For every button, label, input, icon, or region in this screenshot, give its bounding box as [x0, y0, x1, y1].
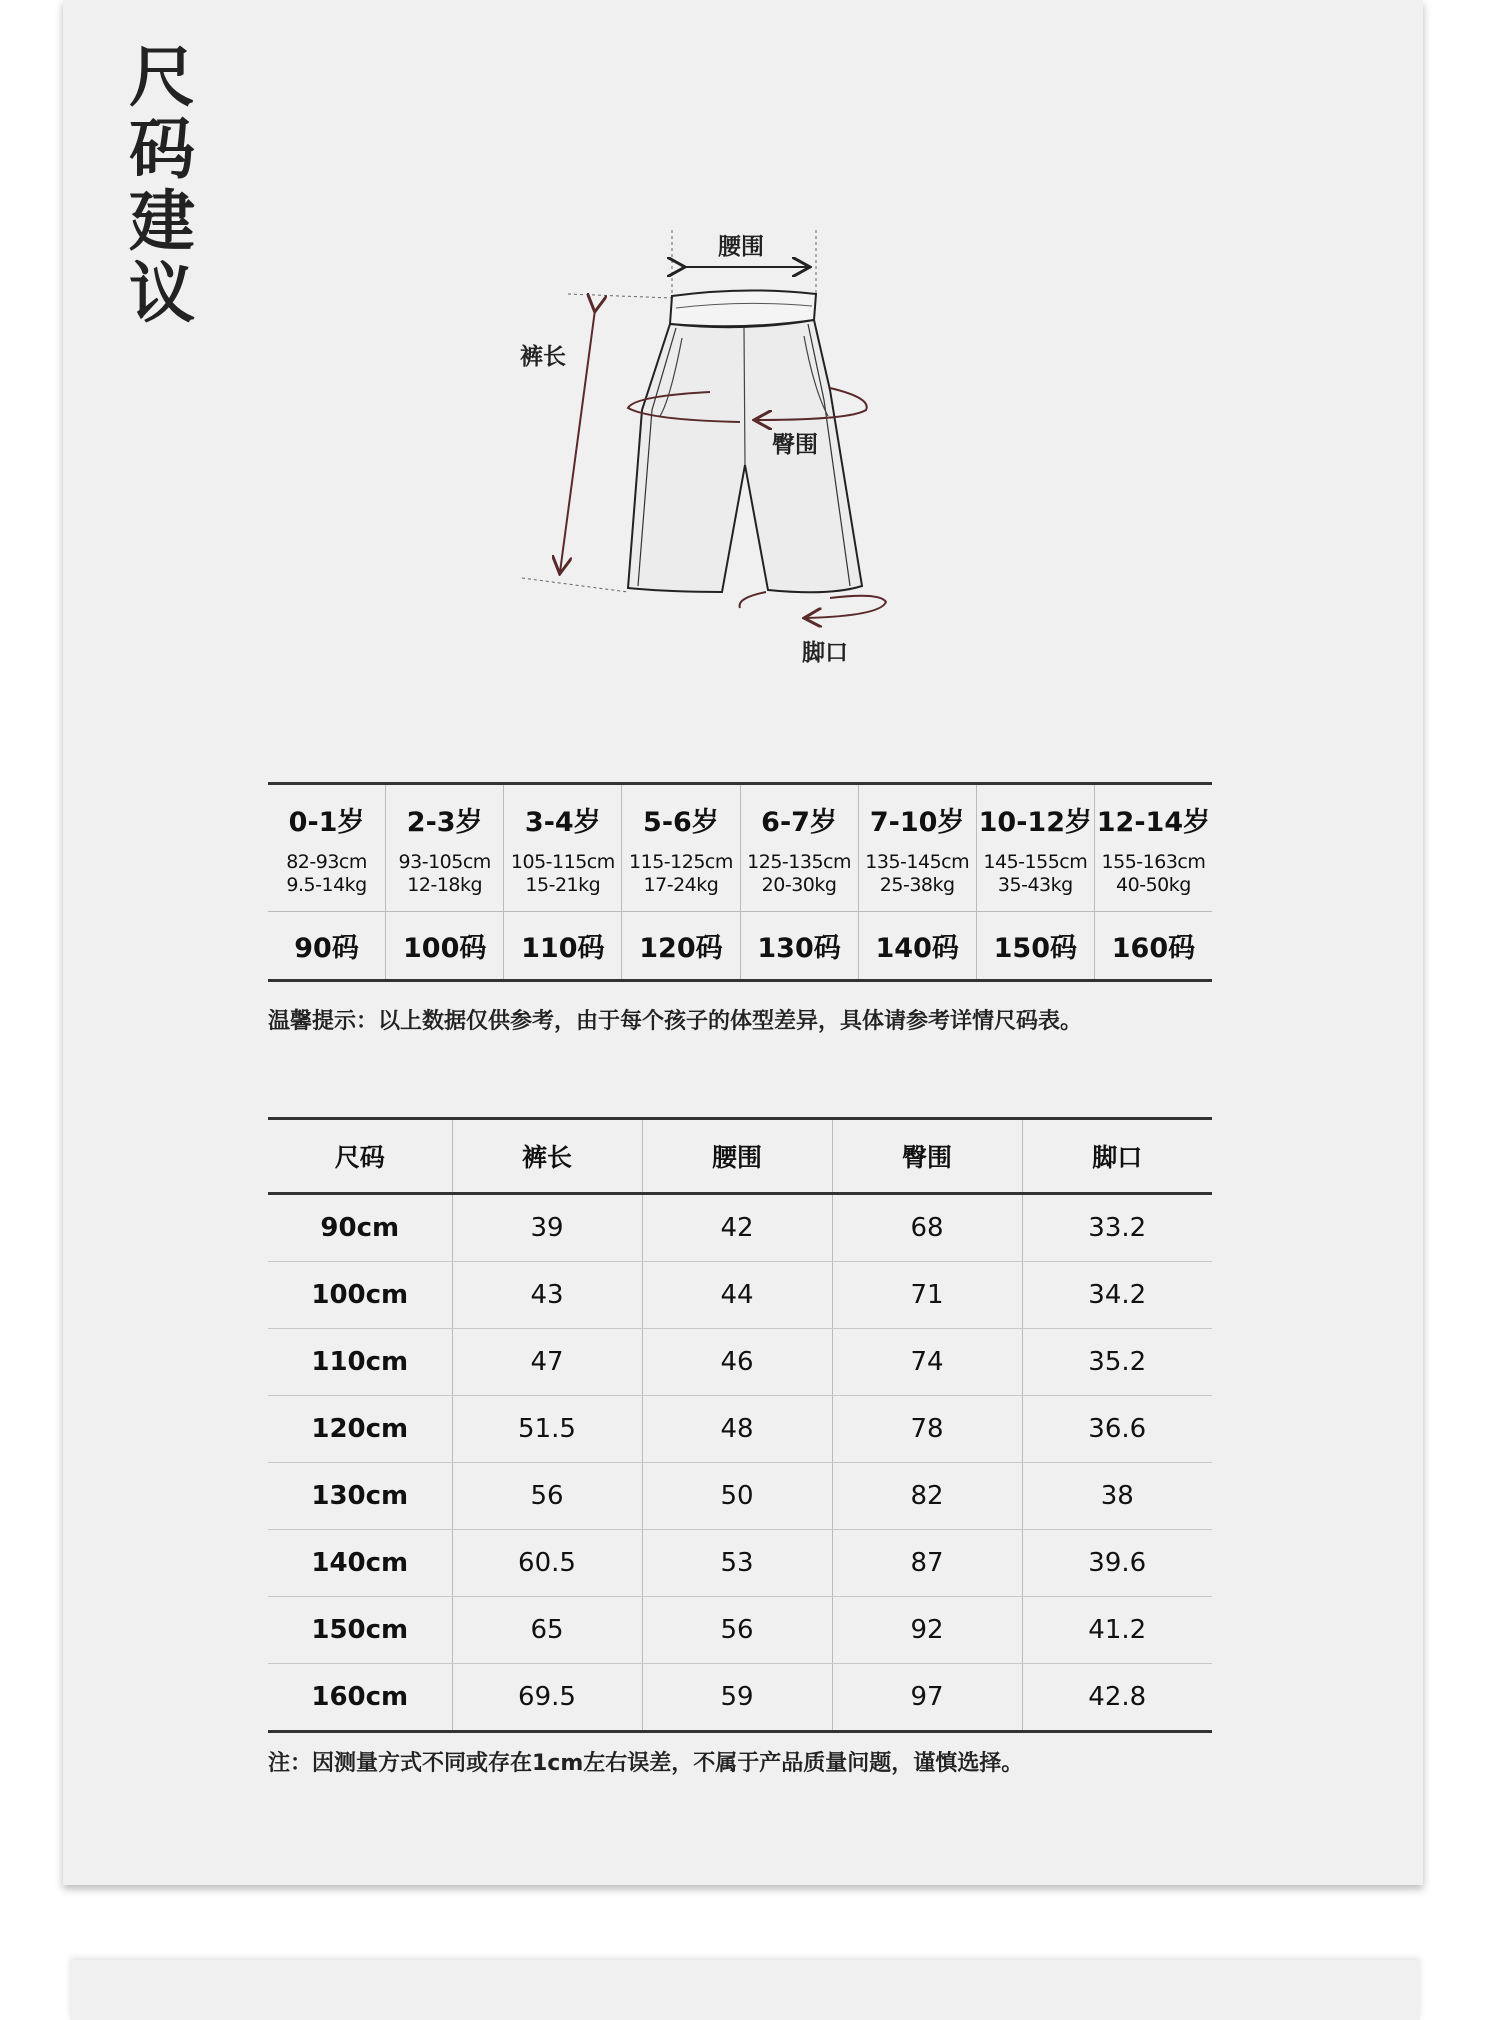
hip-label: 臀围 [772, 432, 818, 458]
column-header: 裤长 [452, 1119, 642, 1194]
recommended-size: 120码 [639, 933, 723, 964]
size-cell: 160cm [268, 1664, 452, 1732]
height-range: 125-135cm [747, 851, 851, 873]
size-cell: 130cm [268, 1463, 452, 1530]
table-cell: 78 [832, 1396, 1022, 1463]
table-cell: 59 [642, 1664, 832, 1732]
table-cell: 39 [452, 1194, 642, 1262]
table-cell: 48 [642, 1396, 832, 1463]
age-column [859, 785, 977, 979]
table-row [268, 1664, 1212, 1732]
age-label: 0-1岁 [288, 807, 365, 838]
height-range: 155-163cm [1101, 851, 1206, 873]
weight-range: 17-24kg [643, 874, 719, 896]
table-cell: 50 [642, 1463, 832, 1530]
age-label: 12-14岁 [1096, 807, 1211, 838]
table-cell: 56 [452, 1463, 642, 1530]
table-cell: 38 [1022, 1463, 1212, 1530]
title-char: 建 [129, 183, 195, 260]
table-cell: 97 [832, 1664, 1022, 1732]
table-cell: 34.2 [1022, 1262, 1212, 1329]
table-cell: 36.6 [1022, 1396, 1212, 1463]
table-cell: 56 [642, 1597, 832, 1664]
height-range: 105-115cm [510, 851, 615, 873]
table-cell: 82 [832, 1463, 1022, 1530]
age-label: 7-10岁 [869, 807, 965, 838]
table-cell: 42.8 [1088, 1682, 1147, 1712]
age-label: 10-12岁 [978, 807, 1092, 838]
table-cell: 47 [452, 1329, 642, 1396]
table-cell: 87 [832, 1530, 1022, 1597]
recommended-size: 140码 [875, 933, 959, 964]
hem-label: 脚口 [802, 640, 848, 666]
table-cell: 33.2 [1022, 1194, 1212, 1262]
pants-diagram [500, 220, 900, 680]
table-cell: 41.2 [1022, 1597, 1212, 1664]
title-char: 议 [129, 255, 195, 332]
size-cell: 100cm [268, 1262, 452, 1329]
pants-illustration-icon [500, 220, 900, 680]
title-char: 尺 [129, 39, 195, 116]
table-row [268, 1396, 1212, 1463]
height-range: 145-155cm [983, 851, 1088, 873]
table-cell: 53 [642, 1530, 832, 1597]
table-row [268, 1530, 1212, 1597]
table-row [268, 1262, 1212, 1329]
table-cell: 44 [642, 1262, 832, 1329]
age-column [1095, 785, 1212, 979]
recommended-size: 90码 [294, 933, 359, 964]
age-column [977, 785, 1095, 979]
age-label: 5-6岁 [643, 807, 719, 838]
table-cell: 69.5 [452, 1664, 642, 1732]
length-label: 裤长 [520, 344, 566, 370]
table-cell: 39.6 [1022, 1530, 1212, 1597]
table-cell: 43 [452, 1262, 642, 1329]
page-title [122, 39, 202, 332]
weight-range: 25-38kg [879, 874, 955, 896]
table-row [268, 1597, 1212, 1664]
table-cell: 71 [832, 1262, 1022, 1329]
age-column [622, 785, 740, 979]
waist-label: 腰围 [718, 234, 764, 260]
size-cell: 140cm [268, 1530, 452, 1597]
measurement-table [268, 1117, 1212, 1733]
title-char: 码 [129, 111, 195, 188]
table-header-row [268, 1119, 1212, 1194]
height-range: 115-125cm [629, 851, 733, 873]
table-cell: 68 [832, 1194, 1022, 1262]
table-cell: 60.5 [452, 1530, 642, 1597]
column-header: 脚口 [1022, 1119, 1212, 1194]
size-cell: 110cm [268, 1329, 452, 1396]
table-cell: 35.2 [1022, 1329, 1212, 1396]
column-header: 臀围 [832, 1119, 1022, 1194]
table-row [268, 1463, 1212, 1530]
table-row [268, 1329, 1212, 1396]
footnote-text: 注：因测量方式不同或存在1cm左右误差，不属于产品质量问题，谨慎选择。 [268, 1751, 1024, 1776]
weight-range: 15-21kg [525, 874, 601, 896]
age-column [741, 785, 859, 979]
age-size-table [268, 782, 1212, 982]
table-cell: 51.5 [452, 1396, 642, 1463]
age-label: 6-7岁 [761, 807, 837, 838]
next-section-card [70, 1960, 1420, 2020]
age-label: 2-3岁 [406, 807, 483, 838]
weight-range: 20-30kg [761, 874, 837, 896]
age-label: 3-4岁 [524, 807, 601, 838]
height-range: 93-105cm [398, 851, 491, 873]
tip-text: 温馨提示：以上数据仅供参考，由于每个孩子的体型差异，具体请参考详情尺码表。 [268, 1009, 1083, 1034]
recommended-size: 150码 [993, 933, 1077, 964]
table-cell: 65 [452, 1597, 642, 1664]
height-range: 82-93cm [286, 851, 367, 873]
column-header: 腰围 [642, 1119, 832, 1194]
weight-range: 40-50kg [1116, 874, 1191, 896]
weight-range: 35-43kg [997, 874, 1073, 896]
recommended-size: 160码 [1111, 933, 1196, 964]
recommended-size: 130码 [757, 933, 841, 964]
weight-range: 12-18kg [407, 874, 483, 896]
size-cell: 150cm [268, 1597, 452, 1664]
table-cell: 42 [642, 1194, 832, 1262]
size-cell: 90cm [268, 1194, 452, 1262]
age-column [268, 785, 386, 979]
table-cell: 46 [642, 1329, 832, 1396]
recommended-size: 110码 [521, 933, 605, 964]
size-cell: 120cm [268, 1396, 452, 1463]
recommended-size: 100码 [403, 933, 487, 964]
table-row [268, 1194, 1212, 1262]
table-cell: 92 [832, 1597, 1022, 1664]
table-cell: 74 [832, 1329, 1022, 1396]
height-range: 135-145cm [865, 851, 970, 873]
age-column [386, 785, 504, 979]
weight-range: 9.5-14kg [286, 874, 367, 896]
age-column [504, 785, 622, 979]
column-header: 尺码 [268, 1119, 452, 1194]
